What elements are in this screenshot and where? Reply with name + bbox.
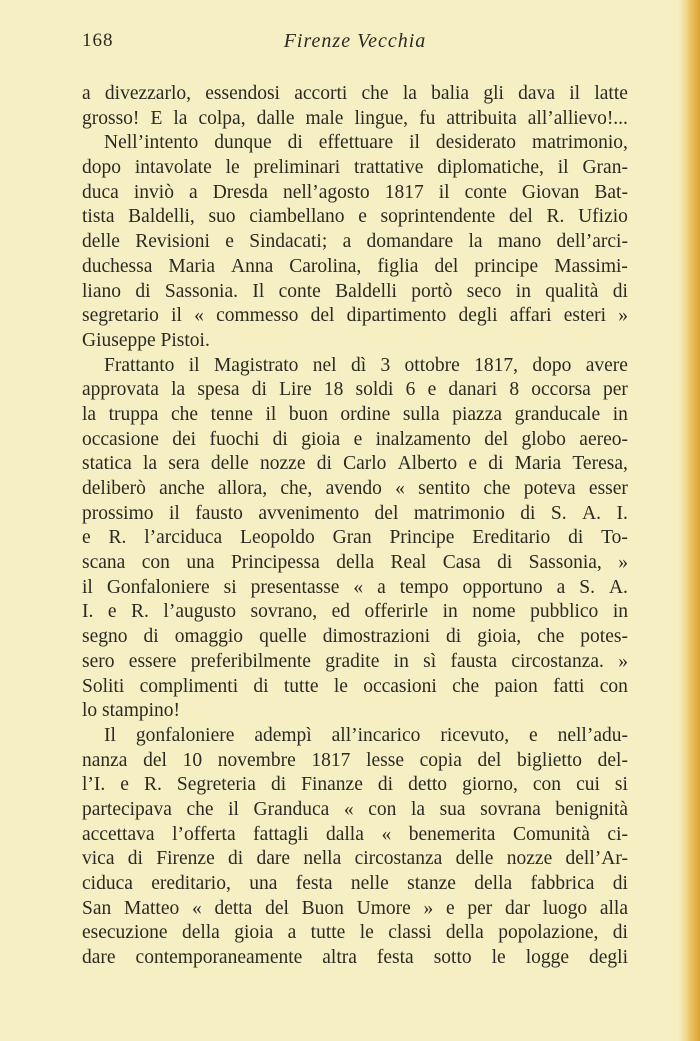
text-line: il Gonfaloniere si presentasse « a tempo opportuno a S. A. — [82, 576, 628, 598]
text-line: dopo intavolate le preliminari trattative diplomatiche, il Gran- — [82, 157, 628, 179]
text-line: duchessa Maria Anna Carolina, figlia del principe Massimi- — [82, 255, 628, 277]
text-line: l’I. e R. Segreteria di Finanze di detto giorno, con cui si — [82, 774, 628, 796]
page-edge — [678, 0, 700, 1041]
text-line: ciduca ereditario, una festa nelle stanze della fabbrica di — [82, 873, 628, 894]
text-line: Il gonfaloniere adempì all’incarico ricevuto, e nell’adu- — [104, 724, 628, 746]
text-line: partecipava che il Granduca « con la sua sovrana benignità — [82, 798, 628, 820]
text-line: lo stampino! — [82, 700, 181, 722]
text-line: la truppa che tenne il buon ordine sulla piazza granducale in — [82, 403, 628, 425]
text-line: tista Baldelli, suo ciambellano e soprintendente del R. Ufizio — [82, 206, 628, 228]
text-line: esecuzione della gioia a tutte le classi della popolazione, di — [82, 922, 628, 944]
text-line: approvata la spesa di Lire 18 soldi 6 e danari 8 occorsa per — [82, 379, 628, 401]
text-line: deliberò anche allora, che, avendo « sentito che poteva esser — [82, 478, 628, 499]
text-line: Nell’intento dunque di effettuare il desiderato matrimonio, — [104, 132, 628, 154]
text-line: occasione dei fuochi di gioia e inalzamento del globo aereo- — [82, 428, 628, 450]
page-header — [82, 30, 628, 60]
text-line: statica la sera delle nozze di Carlo Alberto e di Maria Teresa, — [82, 453, 628, 475]
text-line: I. e R. l’augusto sovrano, ed offerirle in nome pubblico in — [82, 601, 628, 623]
text-line: delle Revisioni e Sindacati; a domandare la mano dell’arci- — [82, 231, 628, 253]
text-line: accettava l’offerta fattagli dalla « benemerita Comunità ci- — [82, 823, 628, 845]
text-line: a divezzarlo, essendosi accorti che la balia gli dava il latte — [82, 83, 628, 104]
text-line: Soliti complimenti di tutte le occasioni che paion fatti con — [82, 675, 628, 697]
running-title: Firenze Vecchia — [283, 30, 427, 52]
text-line: e R. l’arciduca Leopoldo Gran Principe Ereditario di To- — [82, 527, 628, 549]
page-number: 168 — [82, 30, 114, 51]
text-line: segno di omaggio quelle dimostrazioni di gioia, che potes- — [82, 626, 628, 648]
text-line: dare contemporaneamente altra festa sotto le logge degli — [82, 947, 628, 969]
text-line: San Matteo « detta del Buon Umore » e per dar luogo alla — [82, 897, 628, 919]
text-line: scana con una Principessa della Real Casa di Sassonia, » — [82, 552, 628, 574]
text-line: Frattanto il Magistrato nel dì 3 ottobre 1817, dopo avere — [104, 354, 628, 376]
text-line: Giuseppe Pistoi. — [82, 329, 210, 351]
text-line: vica di Firenze di dare nella circostanza delle nozze dell’Ar- — [82, 848, 628, 870]
text-line: sero essere preferibilmente gradite in sì fausta circostanza. » — [82, 650, 628, 672]
text-line: segretario il « commesso del dipartimento degli affari esteri » — [82, 305, 628, 327]
text-line: grosso! E la colpa, dalle male lingue, fu attribuita all’allievo!... — [82, 107, 628, 129]
text-line: prossimo il fausto avvenimento del matrimonio di S. A. I. — [82, 502, 628, 524]
text-line: duca inviò a Dresda nell’agosto 1817 il conte Giovan Bat- — [82, 181, 628, 203]
text-line: liano di Sassonia. Il conte Baldelli portò seco in qualità di — [82, 280, 628, 302]
text-line: nanza del 10 novembre 1817 lesse copia del biglietto del- — [82, 749, 628, 771]
body-text — [82, 82, 628, 971]
